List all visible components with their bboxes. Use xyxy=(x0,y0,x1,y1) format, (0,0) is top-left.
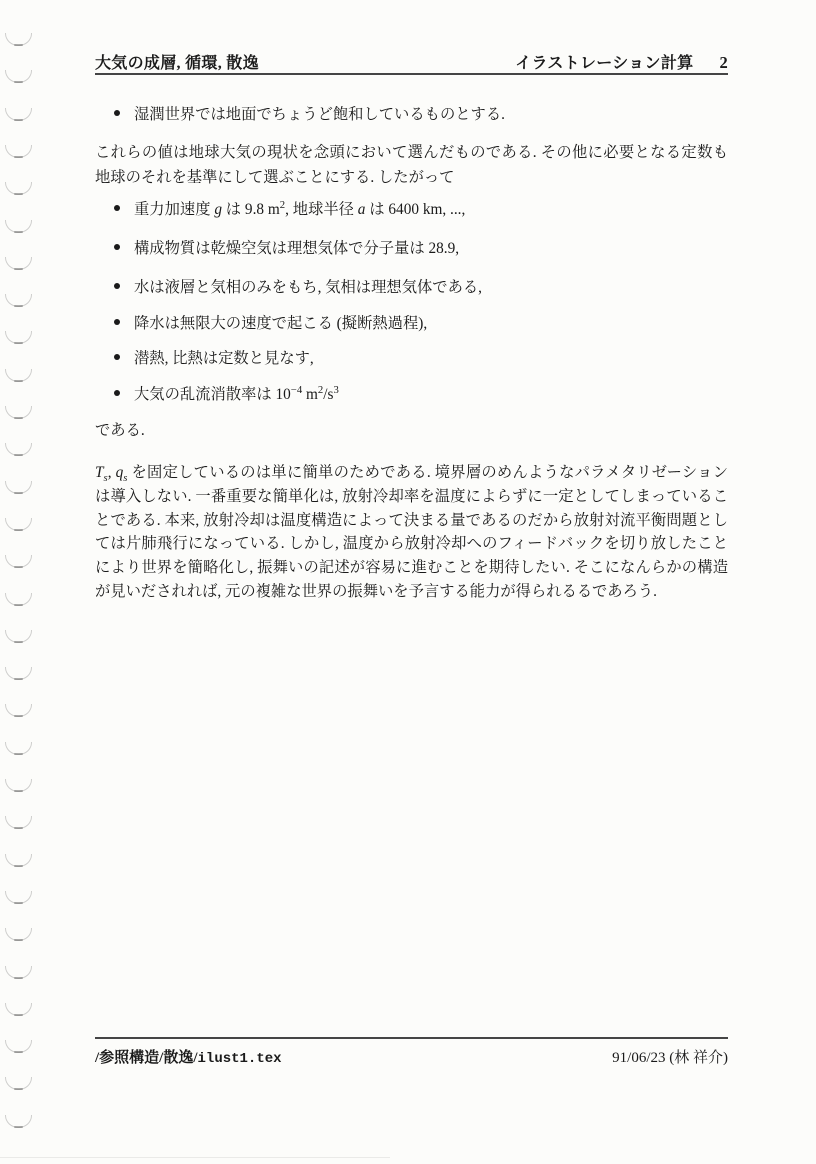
bullet-icon xyxy=(114,354,120,360)
bullet-icon xyxy=(114,110,120,116)
list-item-dry-air xyxy=(114,237,728,261)
binding-hole-mark xyxy=(5,667,32,680)
assumption-text: 重力加速度 g は 9.8 $m^2$, 地球半径 a は 6400 km, ..., xyxy=(134,198,466,218)
assumption-text: 降水は無限大の速度で起こる (擬断熱過程), xyxy=(134,315,428,332)
binding-hole-mark xyxy=(5,779,32,792)
binding-hole-mark xyxy=(5,928,32,941)
scan-artifact-line xyxy=(0,1157,390,1158)
binding-hole-mark xyxy=(5,966,32,979)
page-header xyxy=(95,50,728,73)
closing-line: である. xyxy=(95,422,145,439)
paragraph-discussion: $T_s$, $q_s$ を固定しているのは単に簡単のためである. 境界層のめんようなパラメタリゼーションは導入しない. 一番重要な簡単化は, 放射冷却率を温度によらずに一定としてしまっていることである. 本来, 放射冷却は温度構造によって決まる量であるのだから放射対流平衡問題としては片肺飛行になっている. しかし, 温度から放射冷却へのフィードバックを切り放したことにより世界を簡略化し, 振舞いの記述が容易に進むことを期待したい. そこになんらかの構造が見いだされれば, 元の複雑な世界の振舞いを予言する能力が得られるるであろう. xyxy=(95,464,729,600)
binding-hole-mark xyxy=(5,443,32,456)
binding-hole-mark xyxy=(5,742,32,755)
binding-hole-mark xyxy=(5,294,32,307)
binding-hole-mark xyxy=(5,182,32,195)
binding-hole-mark xyxy=(5,593,32,606)
footer-file-path xyxy=(95,1046,282,1067)
binding-hole-mark xyxy=(5,481,32,494)
binding-hole-mark xyxy=(5,220,32,233)
footer-rule xyxy=(95,1037,728,1039)
header-right-title: イラストレーション計算 xyxy=(515,55,694,72)
page-number: 2 xyxy=(719,53,728,72)
binding-hole-mark xyxy=(5,70,32,83)
binding-hole-mark xyxy=(5,704,32,717)
list-item-gravity xyxy=(114,198,728,222)
binding-hole-mark xyxy=(5,1077,32,1090)
binding-hole-mark xyxy=(5,555,32,568)
bullet-icon xyxy=(114,283,120,289)
bullet-icon xyxy=(114,390,120,396)
binding-hole-mark xyxy=(5,331,32,344)
assumption-text: 水は液層と気相のみをもち, 気相は理想気体である, xyxy=(134,279,483,296)
assumption-text: 潜熱, 比熱は定数と見なす, xyxy=(134,350,314,367)
footer-path-prefix: /参照構造/散逸/ xyxy=(95,1050,198,1066)
binding-hole-mark xyxy=(5,1040,32,1053)
header-left-title: 大気の成層, 循環, 散逸 xyxy=(95,55,259,72)
binding-hole-mark xyxy=(5,406,32,419)
binding-hole-mark xyxy=(5,854,32,867)
binding-hole-mark xyxy=(5,33,32,46)
list-item-latent-heat xyxy=(114,347,728,371)
binding-hole-mark xyxy=(5,257,32,270)
binding-hole-mark xyxy=(5,108,32,121)
list-item-water-phases xyxy=(114,276,728,300)
binding-hole-mark xyxy=(5,630,32,643)
bullet-icon xyxy=(114,244,120,250)
bullet-icon xyxy=(114,205,120,211)
binding-hole-mark xyxy=(5,1115,32,1128)
paragraph-constants: これらの値は地球大気の現状を念頭において選んだものである. その他に必要となる定数も地球のそれを基準にして選ぶことにする. したがって xyxy=(95,144,728,186)
header-rule xyxy=(95,73,728,75)
binding-hole-mark xyxy=(5,1003,32,1016)
list-item-dissipation-rate xyxy=(114,383,728,407)
bullet-icon xyxy=(114,319,120,325)
binding-hole-mark xyxy=(5,518,32,531)
footer-date-author: 91/06/23 (林 祥介) xyxy=(612,1050,728,1066)
binding-hole-mark xyxy=(5,891,32,904)
binding-hole-mark xyxy=(5,145,32,158)
assumption-text: 構成物質は乾燥空気は理想気体で分子量は 28.9, xyxy=(134,240,460,257)
binding-hole-mark xyxy=(5,816,32,829)
footer-path-file: ilust1.tex xyxy=(197,1051,282,1067)
list-item-precipitation xyxy=(114,312,728,336)
assumption-text: 大気の乱流消散率は $10^{-4}$ $m^2/s^3$ xyxy=(134,383,339,403)
binding-hole-mark xyxy=(5,369,32,382)
header-right xyxy=(515,50,728,73)
spiral-binding-marks xyxy=(0,0,44,1164)
page-footer xyxy=(95,1046,728,1067)
list-item-saturation xyxy=(114,103,728,127)
intro-bullet-text: 湿潤世界では地面でちょうど飽和しているものとする. xyxy=(134,106,505,123)
